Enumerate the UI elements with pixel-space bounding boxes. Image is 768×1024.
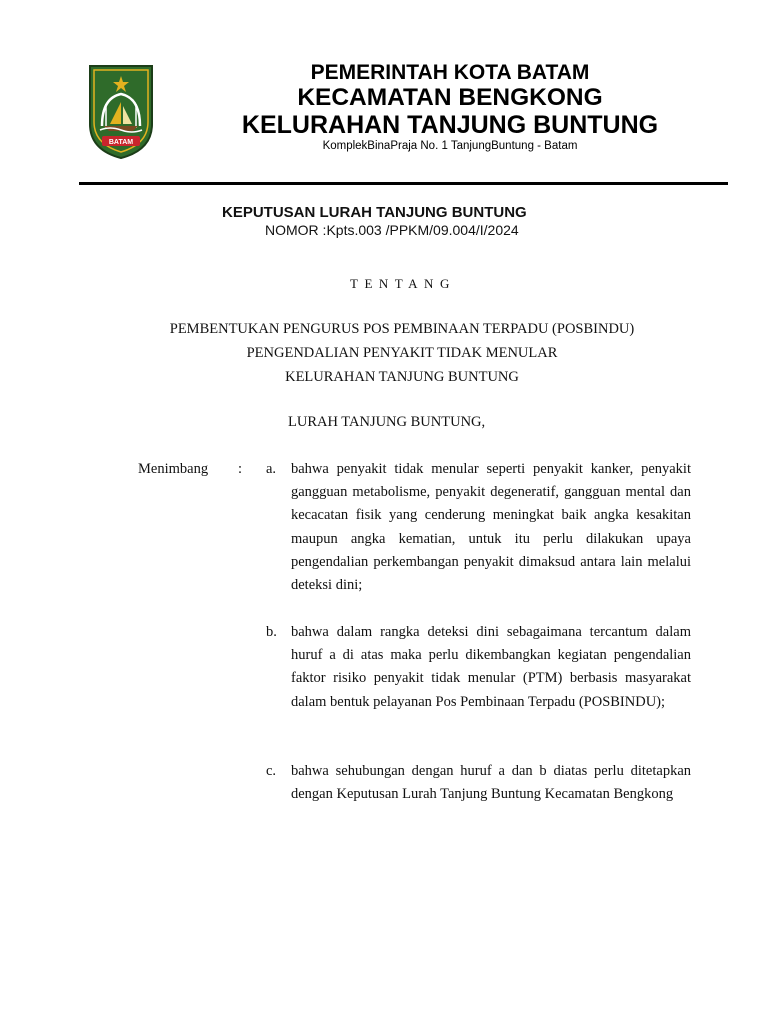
clause-text: bahwa penyakit tidak menular seperti penyakit kanker, penyakit gangguan metabolisme, penyakit degeneratif, gangguan mental dan kecacatan fisik yang cenderung meningkat baik angka kesakitan maupun angka kematian, untuk itu perlu dilakukan upaya pengendalian perkembangan penyakit dimaksud antara lain melalui deteksi dini; (291, 461, 691, 594)
clause-marker: b. (266, 624, 277, 640)
subject-line: KELURAHAN TANJUNG BUNTUNG (285, 369, 519, 385)
government-name: PEMERINTAH KOTA BATAM (310, 61, 590, 84)
crest-emblem-icon (88, 64, 154, 160)
subject-line: PEMBENTUKAN PENGURUS POS PEMBINAAN TERPADU (POSBINDU) (169, 321, 635, 337)
crest-text: BATAM (108, 139, 134, 146)
letterhead-divider (79, 182, 728, 185)
clause-text: bahwa dalam rangka deteksi dini sebagaimana tercantum dalam huruf a di atas maka perlu dikembangkan kegiatan pengendalian faktor risiko penyakit tidak menular (PTM) berbasis masyarakat dalam bentuk pelayanan Pos Pembinaan Terpadu (POSBINDU); (291, 624, 691, 710)
clause-text: bahwa sehubungan dengan huruf a dan b diatas perlu ditetapkan dengan Keputusan Lurah Tanjung Buntung Kecamatan Bengkong (291, 763, 691, 803)
clause-marker: c. (266, 763, 277, 779)
village-name: KELURAHAN TANJUNG BUNTUNG (241, 111, 659, 139)
district-name: KECAMATAN BENGKONG (297, 84, 603, 111)
office-address: KomplekBinaPraja No. 1 TanjungBuntung - Batam (322, 140, 578, 152)
decree-title: KEPUTUSAN LURAH TANJUNG BUNTUNG (222, 204, 527, 221)
decree-number: NOMOR :Kpts.003 /PPKM/09.004/I/2024 (265, 222, 519, 238)
batam-crest-logo (88, 64, 154, 160)
tentang-heading: TENTANG (350, 276, 456, 291)
clause-marker: a. (266, 461, 277, 477)
considering-colon: : (238, 461, 243, 477)
issuing-official: LURAH TANJUNG BUNTUNG, (288, 414, 486, 430)
subject-line: PENGENDALIAN PENYAKIT TIDAK MENULAR (246, 345, 558, 361)
considering-label: Menimbang (138, 461, 209, 477)
